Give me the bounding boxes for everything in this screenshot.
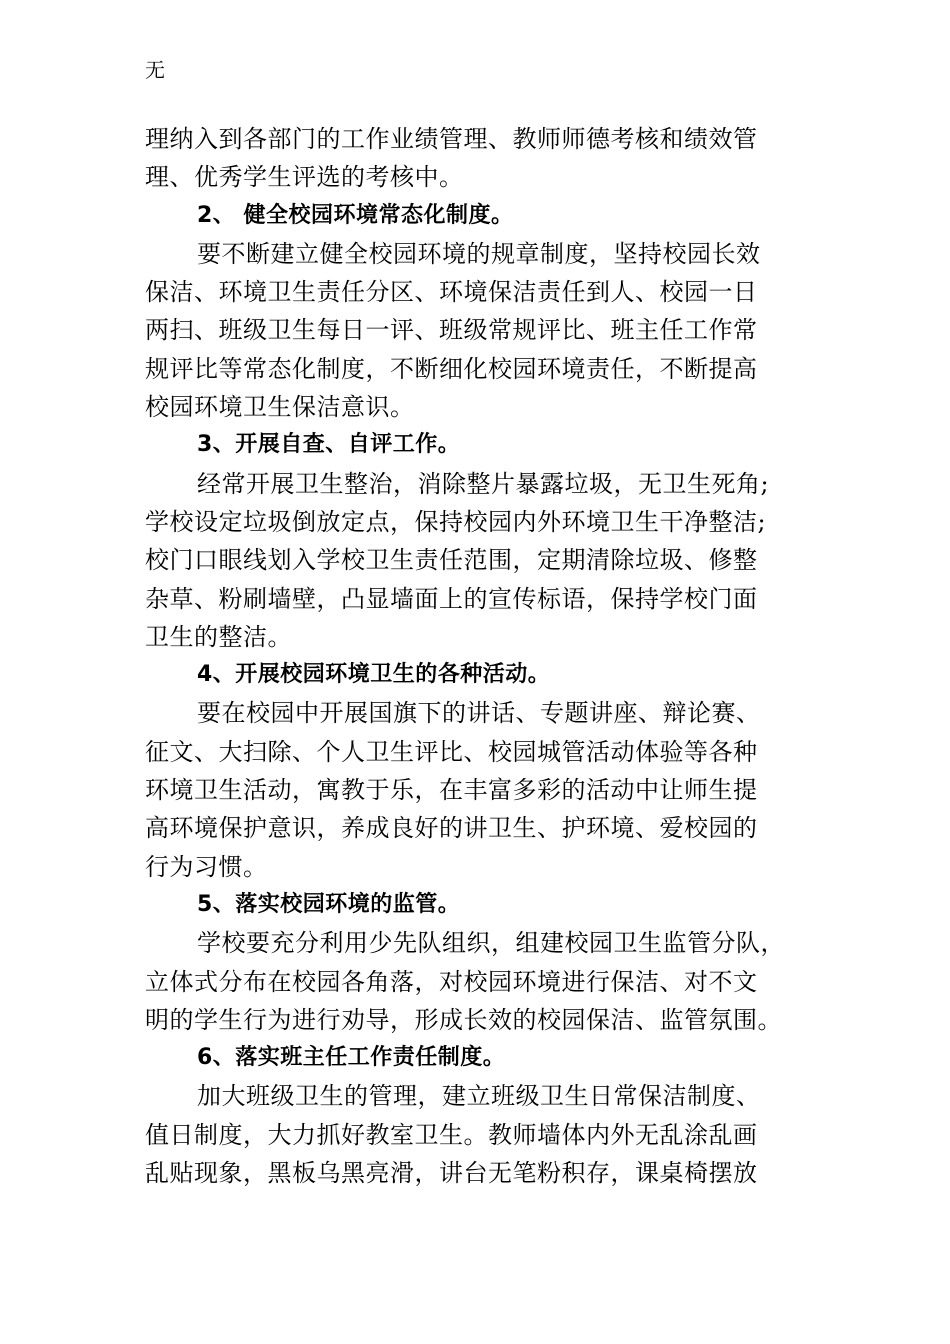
body-line: 卫生的整洁。 [145,622,292,651]
body-line: 杂草、粉刷墙壁，凸显墙面上的宣传标语，保持学校门面 [145,584,758,613]
document-body [145,120,805,1192]
body-line: 高环境保护意识，养成良好的讲卫生、护环境、爱校园的 [145,814,758,843]
body-line: 乱贴现象，黑板乌黑亮滑，讲台无笔粉积存，课桌椅摆放 [145,1159,758,1188]
body-line: 环境卫生活动，寓教于乐，在丰富多彩的活动中让师生提 [145,776,758,805]
body-line: 保洁、环境卫生责任分区、环境保洁责任到人、校园一日 [145,278,758,307]
body-line: 两扫、班级卫生每日一评、班级常规评比、班主任工作常 [145,316,758,345]
section-heading: 4、开展校园环境卫生的各种活动。 [197,662,551,688]
body-line: 值日制度，大力抓好教室卫生。教师墙体内外无乱涂乱画 [145,1120,758,1149]
body-line: 征文、大扫除、个人卫生评比、校园城管活动体验等各种 [145,737,758,766]
paragraph-first-line: 学校要充分利用少先队组织，组建校园卫生监管分队， [197,929,785,958]
body-line: 立体式分布在校园各角落，对校园环境进行保洁、对不文 [145,967,758,996]
body-line: 学校设定垃圾倒放定点，保持校园内外环境卫生干净整洁; [145,507,767,536]
body-line: 行为习惯。 [145,852,268,881]
body-line: 理纳入到各部门的工作业绩管理、教师师德考核和绩效管 [145,125,758,153]
paragraph-first-line: 要在校园中开展国旗下的讲话、专题讲座、辩论赛、 [197,699,761,728]
section-heading: 2、 健全校园环境常态化制度。 [197,202,514,228]
section-heading: 6、落实班主任工作责任制度。 [197,1045,506,1071]
page-header-mark: 无 [145,58,165,82]
paragraph-first-line: 要不断建立健全校园环境的规章制度，坚持校园长效 [197,239,761,268]
body-line: 理、优秀学生评选的考核中。 [145,163,464,192]
body-line: 明的学生行为进行劝导，形成长效的校园保洁、监管氛围。 [145,1005,782,1034]
paragraph-first-line: 加大班级卫生的管理，建立班级卫生日常保洁制度、 [197,1082,761,1111]
body-line: 校园环境卫生保洁意识。 [145,393,415,422]
section-heading: 5、落实校园环境的监管。 [197,891,461,917]
paragraph-first-line: 经常开展卫生整治，消除整片暴露垃圾，无卫生死角; [197,469,770,498]
body-line: 校门口眼线划入学校卫生责任范围，定期清除垃圾、修整 [145,546,758,575]
section-heading: 3、开展自查、自评工作。 [197,432,461,458]
body-line: 规评比等常态化制度，不断细化校园环境责任，不断提高 [145,354,758,383]
